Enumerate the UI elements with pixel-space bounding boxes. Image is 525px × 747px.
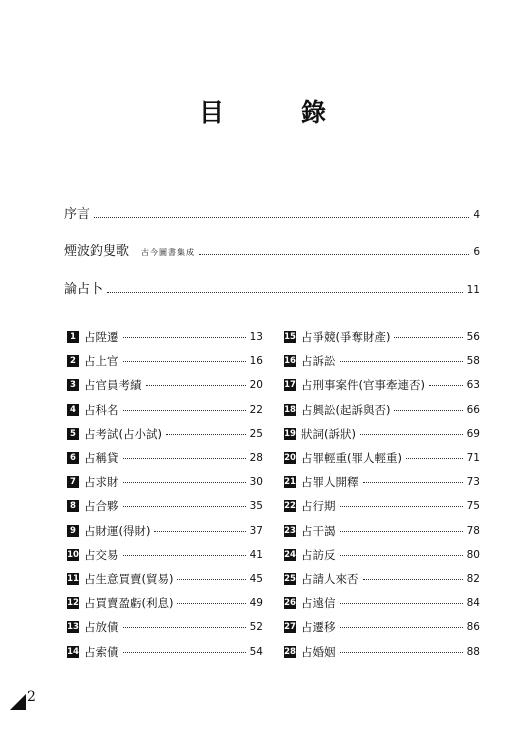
dot-leader: [340, 360, 463, 362]
toc-entry-label: 論占卜: [64, 282, 104, 297]
toc-item-page: 16: [249, 355, 263, 368]
toc-item-page: 84: [466, 597, 480, 610]
toc-item[interactable]: [284, 567, 480, 591]
toc-item[interactable]: [67, 639, 263, 663]
item-number-badge: 12: [67, 598, 79, 609]
toc-item-page: 88: [466, 645, 480, 658]
item-number-badge: 3: [67, 379, 79, 391]
toc-item[interactable]: [67, 349, 263, 373]
toc-item-label: 占合夥: [84, 499, 119, 514]
toc-item[interactable]: [284, 543, 480, 567]
toc-entry-page: 11: [466, 284, 480, 296]
toc-item[interactable]: [284, 349, 480, 373]
toc-item-page: 45: [249, 572, 263, 585]
dot-leader: [107, 291, 463, 293]
item-number-badge: 18: [284, 404, 296, 415]
item-number-badge: 7: [67, 476, 79, 488]
toc-item-page: 71: [466, 452, 480, 465]
item-number-badge: 8: [67, 500, 79, 512]
toc-item-label: 占交易: [84, 547, 119, 562]
toc-item-page: 58: [466, 355, 480, 368]
dot-leader: [123, 651, 246, 653]
dot-leader: [94, 216, 469, 218]
toc-item-page: 30: [249, 476, 263, 489]
toc-item-label: 占請人來否: [301, 571, 359, 586]
toc-item-label: 占求財: [84, 475, 119, 490]
item-number-badge: 2: [67, 355, 79, 367]
toc-item-label: 占干謁: [301, 523, 336, 538]
item-number-badge: 13: [67, 622, 79, 633]
dot-leader: [340, 626, 463, 628]
toc-item-page: 28: [249, 452, 263, 465]
toc-item-page: 13: [249, 331, 263, 344]
toc-item[interactable]: [67, 591, 263, 615]
toc-item[interactable]: [284, 422, 480, 446]
dot-leader: [123, 360, 246, 362]
dot-leader: [123, 336, 246, 338]
toc-item-label: 占財運(得財): [84, 523, 151, 538]
dot-leader: [123, 554, 246, 556]
toc-item[interactable]: [67, 519, 263, 543]
toc-item-page: 73: [466, 476, 480, 489]
item-number-badge: 26: [284, 598, 296, 609]
dot-leader: [123, 481, 246, 483]
toc-item[interactable]: [284, 639, 480, 663]
toc-item[interactable]: [67, 494, 263, 518]
dot-leader: [394, 336, 462, 338]
toc-item[interactable]: [67, 446, 263, 470]
dot-leader: [340, 554, 463, 556]
toc-item-page: 22: [249, 403, 263, 416]
toc-item-page: 37: [249, 524, 263, 537]
toc-item-label: 占婚姻: [301, 644, 336, 659]
toc-entry-page: 4: [473, 209, 480, 221]
toc-item[interactable]: [67, 543, 263, 567]
page-number: 2: [27, 689, 36, 705]
dot-leader: [340, 602, 463, 604]
toc-item-page: 25: [249, 427, 263, 440]
item-number-badge: 5: [67, 428, 79, 440]
item-number-badge: 28: [284, 646, 296, 657]
toc-item[interactable]: [284, 373, 480, 397]
toc-item-page: 82: [466, 572, 480, 585]
item-number-badge: 17: [284, 380, 296, 391]
toc-item[interactable]: [67, 567, 263, 591]
item-number-badge: 10: [67, 549, 79, 560]
dot-leader: [406, 457, 463, 459]
item-number-badge: 25: [284, 573, 296, 584]
toc-item[interactable]: [67, 422, 263, 446]
dot-leader: [340, 651, 463, 653]
toc-item-label: 占買賣盈虧(利息): [84, 596, 174, 611]
toc-item-page: 35: [249, 500, 263, 513]
item-number-badge: 19: [284, 428, 296, 439]
toc-item[interactable]: [284, 398, 480, 422]
toc-item[interactable]: [284, 325, 480, 349]
item-number-badge: 22: [284, 501, 296, 512]
toc-item[interactable]: [284, 519, 480, 543]
item-number-badge: 23: [284, 525, 296, 536]
toc-item-page: 56: [466, 331, 480, 344]
toc-item-label: 占陞遷: [84, 330, 119, 345]
toc-item-page: 41: [249, 548, 263, 561]
toc-item-label: 占訴訟: [301, 354, 336, 369]
toc-entry-label: 序言: [64, 207, 91, 222]
item-number-badge: 1: [67, 331, 79, 343]
toc-entry-page: 6: [473, 246, 480, 258]
dot-leader: [177, 578, 245, 580]
toc-entry-label: 煙波釣叟歌: [64, 244, 130, 259]
item-number-badge: 6: [67, 452, 79, 464]
toc-item-page: 86: [466, 621, 480, 634]
toc-item[interactable]: [67, 615, 263, 639]
toc-item-page: 52: [249, 621, 263, 634]
item-number-badge: 27: [284, 622, 296, 633]
toc-item-label: 占爭競(爭奪財產): [301, 330, 391, 345]
toc-item-page: 80: [466, 548, 480, 561]
toc-item-page: 66: [466, 403, 480, 416]
toc-item[interactable]: [284, 615, 480, 639]
dot-leader: [123, 457, 246, 459]
toc-item[interactable]: [284, 446, 480, 470]
toc-entry-source: 古今圖書集成: [141, 248, 196, 257]
toc-item-label: 占刑事案件(官事牽連否): [301, 378, 425, 393]
dot-leader: [429, 384, 463, 386]
item-number-badge: 14: [67, 646, 79, 657]
dot-leader: [199, 253, 469, 255]
toc-item-label: 占罪輕重(罪人輕重): [301, 451, 402, 466]
dot-leader: [123, 626, 246, 628]
toc-item-page: 49: [249, 597, 263, 610]
dot-leader: [177, 602, 245, 604]
toc-item-page: 20: [249, 379, 263, 392]
toc-item[interactable]: [67, 398, 263, 422]
toc-item-label: 占訪反: [301, 547, 336, 562]
toc-item-label: 占生意買賣(貿易): [84, 571, 174, 586]
toc-item-label: 狀詞(訴狀): [301, 426, 356, 441]
page-title: 目 錄: [198, 98, 352, 127]
toc-entry-yanbo[interactable]: [64, 240, 480, 259]
dot-leader: [360, 433, 463, 435]
item-number-badge: 20: [284, 453, 296, 464]
toc-item-label: 占索債: [84, 644, 119, 659]
toc-item[interactable]: [67, 325, 263, 349]
dot-leader: [363, 578, 463, 580]
toc-item-label: 占行期: [301, 499, 336, 514]
toc-item[interactable]: [284, 470, 480, 494]
toc-item-label: 占遷移: [301, 620, 336, 635]
dot-leader: [340, 505, 463, 507]
dot-leader: [154, 530, 245, 532]
toc-item[interactable]: [284, 591, 480, 615]
toc-entry-preface[interactable]: [64, 203, 480, 222]
toc-entry-divination[interactable]: [64, 278, 480, 297]
item-number-badge: 24: [284, 549, 296, 560]
toc-item-page: 63: [466, 379, 480, 392]
toc-item-label: 占罪人開釋: [301, 475, 359, 490]
toc-item-page: 69: [466, 427, 480, 440]
dot-leader: [363, 481, 463, 483]
toc-item[interactable]: [67, 373, 263, 397]
toc-item-label: 占官員考績: [84, 378, 142, 393]
item-number-badge: 16: [284, 356, 296, 367]
toc-item[interactable]: [284, 494, 480, 518]
toc-item-label: 占遠信: [301, 596, 336, 611]
toc-item-page: 78: [466, 524, 480, 537]
toc-item-page: 75: [466, 500, 480, 513]
toc-item-page: 54: [249, 645, 263, 658]
dot-leader: [394, 409, 462, 411]
toc-item[interactable]: [67, 470, 263, 494]
dot-leader: [123, 505, 246, 507]
item-number-badge: 15: [284, 332, 296, 343]
toc-item-label: 占興訟(起訴與否): [301, 402, 391, 417]
toc-item-label: 占考試(占小試): [84, 426, 162, 441]
dot-leader: [166, 433, 246, 435]
dot-leader: [146, 384, 246, 386]
dot-leader: [123, 409, 246, 411]
item-number-badge: 4: [67, 404, 79, 416]
toc-item-label: 占放債: [84, 620, 119, 635]
item-number-badge: 11: [67, 573, 79, 584]
toc-column-left: [67, 325, 263, 664]
corner-triangle-icon: [10, 694, 26, 710]
toc-column-right: [284, 325, 480, 664]
dot-leader: [340, 530, 463, 532]
toc-item-label: 占科名: [84, 402, 119, 417]
item-number-badge: 21: [284, 477, 296, 488]
toc-item-label: 占稱貸: [84, 451, 119, 466]
toc-item-label: 占上官: [84, 354, 119, 369]
item-number-badge: 9: [67, 525, 79, 537]
